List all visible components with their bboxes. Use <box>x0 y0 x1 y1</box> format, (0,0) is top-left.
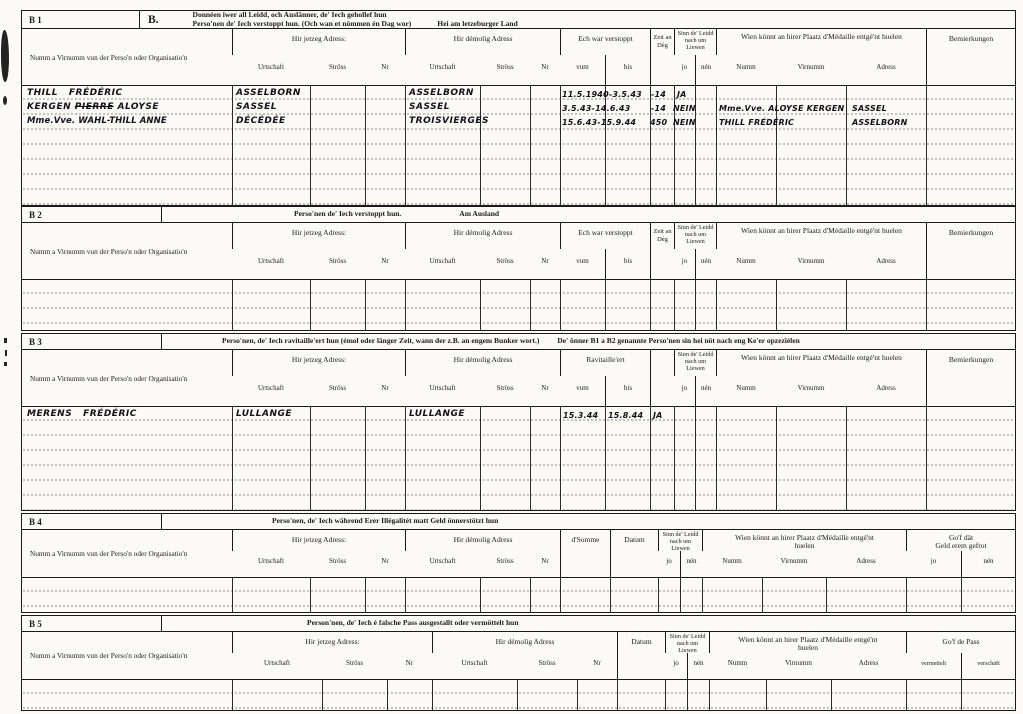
body-cell <box>709 680 766 710</box>
col-header-former-address: Hir démolig Adress <box>405 530 560 551</box>
col-header-date: Datum <box>610 530 658 577</box>
subheader-urtschaft: Urtschaft <box>429 384 456 392</box>
section-title-line2: Am Ausland <box>459 209 500 219</box>
entry-days: -14 <box>651 90 667 99</box>
subheader-stross: Ströss <box>328 63 347 71</box>
col-header-former-address: Hir démolig Adress <box>405 29 560 55</box>
col-header-alive: Sinn de' Leidd nach um Liewen <box>658 530 702 551</box>
section-b1-titlebar <box>22 11 1015 29</box>
body-cell <box>906 680 961 710</box>
col-header-hidden-period: Ech war verstoppt <box>560 29 650 55</box>
subheader-urtschaft: Urtschaft <box>263 659 291 667</box>
subheader-nr: Nr <box>541 63 549 71</box>
body-cell <box>480 280 530 330</box>
scan-artifact <box>3 96 7 105</box>
body-cell <box>22 680 232 710</box>
body-cell <box>665 680 687 710</box>
body-cell <box>577 680 617 710</box>
section-b1 <box>21 10 1016 206</box>
subheader-nr: Nr <box>541 384 549 392</box>
handwritten-entries <box>22 407 1015 510</box>
section-b2-body <box>22 280 1015 330</box>
entry-alive: JA <box>653 411 663 420</box>
body-cell <box>695 280 716 330</box>
entry-current-address: SASSEL <box>236 102 277 112</box>
col-header-money-returned <box>906 530 1015 551</box>
money-returned-line1: Go'f dät <box>948 533 974 542</box>
section-id: B 3 <box>22 334 162 349</box>
col-header-name: Numm a Virnumm vun der Perso'n oder Organisatio'n <box>30 651 188 660</box>
subheader-stross: Ströss <box>496 384 514 392</box>
subheader-virnumm: Virnumm <box>780 557 808 565</box>
body-cell <box>365 280 405 330</box>
subheader-jo: jo <box>930 557 937 565</box>
section-b3-body <box>22 407 1015 510</box>
subheader-adress: Adress <box>876 257 896 265</box>
entry-name-part: ALOYSE <box>117 102 160 112</box>
col-header-former-address: Hir démolig Adress <box>432 632 617 653</box>
section-b1-body <box>22 86 1015 205</box>
entry-current-address: LULLANGE <box>236 409 293 419</box>
subheader-nr: Nr <box>593 659 601 667</box>
col-header-medal-recipient: Wien könnt an hirer Plaatz d'Médaille entgé'nt huelen <box>709 632 906 653</box>
section-b2-titlebar <box>22 207 1015 223</box>
subheader-stross: Ströss <box>538 659 556 667</box>
col-header-remarks: Bemierkungen <box>926 350 1015 406</box>
subheader-urtschaft: Urtschaft <box>429 557 456 565</box>
entry-alive: NEIN <box>673 118 696 127</box>
subheader-urtschaft: Urtschaft <box>257 257 285 265</box>
scan-artifact <box>5 350 7 356</box>
body-cell <box>617 680 665 710</box>
body-cell <box>610 578 658 612</box>
col-header-current-address: Hir jetzeg Adress: <box>232 350 405 376</box>
scan-artifact <box>1 30 9 82</box>
section-b1-header <box>22 29 1015 86</box>
subheader-stross: Ströss <box>328 384 347 392</box>
subheader-urtschaft: Urtschaft <box>257 557 285 565</box>
entry-current-address: ASSELBORN <box>236 88 301 98</box>
subheader-jo: jo <box>681 257 688 265</box>
body-cell <box>716 280 776 330</box>
body-cell <box>687 680 709 710</box>
entry-days: -14 <box>651 104 667 113</box>
body-cell <box>22 578 232 612</box>
body-grid <box>22 578 1015 612</box>
money-returned-line2: Geld erem gefrot <box>935 541 987 550</box>
entry-days: 450 <box>650 118 668 127</box>
body-cell <box>517 680 577 710</box>
subheader-vum: vum <box>576 257 589 265</box>
col-header-days: Zeit an Dég <box>650 223 674 279</box>
entry-supplied-from: 15.3.44 <box>563 411 599 420</box>
section-b2 <box>21 206 1016 331</box>
body-cell <box>762 578 826 612</box>
col-header-current-address: Hir jetzeg Adress: <box>232 530 405 551</box>
subheader-nen: nén <box>695 55 716 85</box>
entry-former-address: TROISVIERGES <box>409 116 489 126</box>
body-cell <box>702 578 762 612</box>
subheader-nr: Nr <box>381 557 389 565</box>
section-id: B 1 <box>22 11 140 28</box>
body-cell <box>232 578 310 612</box>
entry-name: MERENS FRÉDÉRIC <box>27 409 137 419</box>
entry-name-struck: PIERRE <box>74 102 114 112</box>
col-header-former-address: Hir démolig Adress <box>405 223 560 249</box>
col-header-remarks: Bemierkungen <box>926 29 1015 85</box>
subheader-nr: Nr <box>381 63 389 71</box>
subheader-virnumm: Virnumm <box>797 63 825 71</box>
section-b2-header <box>22 223 1015 280</box>
body-cell <box>961 680 1015 710</box>
body-cell <box>432 680 517 710</box>
subheader-nen: nén <box>687 653 709 679</box>
section-b5-titlebar <box>22 616 1015 632</box>
subheader-nen: nén <box>680 551 702 577</box>
body-cell <box>365 578 405 612</box>
subheader-virnumm: Virnumm <box>785 659 812 667</box>
entry-name-part: KERGEN <box>27 102 72 112</box>
section-b3 <box>21 333 1016 511</box>
subheader-virnumm: Virnumm <box>797 384 825 392</box>
col-header-pass-how: Go'f de Pass <box>906 632 1015 653</box>
entry-alive: NEIN <box>673 104 696 113</box>
body-cell <box>650 280 674 330</box>
body-cell <box>530 280 560 330</box>
title3-text: Hei am letzeburger Land <box>437 18 518 28</box>
subheader-vum: vum <box>576 384 589 392</box>
col-header-medal-recipient: Wien könnt an hirer Plaatz d'Médaille entgé'nt huelen <box>702 530 906 551</box>
subheader-vermettelt: vermettelt <box>920 660 947 667</box>
section-title-line1: Perso'nen, de' Iech während Erer Illégalitét matt Geld önnerstötzt hun <box>272 516 499 526</box>
subheader-jo: jo <box>681 63 688 71</box>
subheader-bis: bis <box>605 376 650 406</box>
entry-alive: JA <box>677 90 687 99</box>
body-cell <box>232 680 322 710</box>
handwritten-entries <box>22 86 1015 205</box>
body-cell <box>906 578 961 612</box>
body-cell <box>961 578 1015 612</box>
entry-name: Mme.Vve. WAHL-THILL ANNE <box>27 116 167 126</box>
entry-hidden-dates: 11.5.1940-3.5.43 <box>562 90 642 99</box>
entry-medal-address: SASSEL <box>852 104 887 113</box>
entry-hidden-dates: 3.5.43-14.6.43 <box>562 104 631 113</box>
section-b5-header <box>22 632 1015 680</box>
entry-current-address: DÉCÉDÉE <box>236 116 286 126</box>
subheader-urtschaft: Urtschaft <box>429 257 456 265</box>
entry-former-address: SASSEL <box>409 102 450 112</box>
col-header-date: Datum <box>617 632 665 679</box>
subheader-stross: Ströss <box>496 557 514 565</box>
body-cell <box>322 680 387 710</box>
body-cell <box>831 680 906 710</box>
col-header-medal-recipient: Wien könnt an hirer Plaatz d'Médaille entgé'nt huelen <box>716 29 926 55</box>
col-header-alive: Sinn de' Leidd nach um Liewen <box>674 350 716 376</box>
subheader-verschaft: verschäft <box>961 653 1015 679</box>
subheader-nr: Nr <box>541 257 549 265</box>
body-cell <box>776 280 846 330</box>
subheader-numm: Numm <box>736 257 756 265</box>
scan-artifact <box>4 338 7 343</box>
subheader-urtschaft: Urtschaft <box>257 384 285 392</box>
body-cell <box>405 578 480 612</box>
subheader-nr: Nr <box>381 257 389 265</box>
section-title-line2 <box>193 20 518 29</box>
subheader-nr: Nr <box>541 557 549 565</box>
col-header-amount: d'Somme <box>560 530 610 577</box>
entry-former-address: LULLANGE <box>409 409 466 419</box>
entry-name <box>27 102 159 113</box>
col-header-name: Numm a Virnumm vun der Perso'n oder Organisatio'n <box>30 246 188 256</box>
section-b4-titlebar <box>22 514 1015 530</box>
entry-former-address: ASSELBORN <box>409 88 474 98</box>
subheader-stross: Ströss <box>496 63 514 71</box>
entry-medal-address: ASSELBORN <box>852 118 908 127</box>
section-title-line1: Perso'nen de' Iech verstoppt hun. <box>294 209 402 219</box>
subheader-bis: bis <box>605 55 650 85</box>
subheader-stross: Ströss <box>328 557 347 565</box>
body-cell <box>387 680 432 710</box>
section-title-line1: Donnéen iwer all Leidd, och Auslänner, de' Iech gehollef hun <box>192 10 387 19</box>
body-cell <box>605 280 650 330</box>
section-b5-body <box>22 680 1015 710</box>
body-cell <box>480 578 530 612</box>
body-cell <box>846 280 926 330</box>
subheader-nr: Nr <box>381 384 389 392</box>
body-cell <box>680 578 702 612</box>
col-header-alive: Sinn de' Leidd nach um Liewen <box>674 223 716 249</box>
section-title-line1: Person'nen, de' Iech é falsche Pass ausgestallt oder vermöttelt hun <box>307 618 519 628</box>
subheader-jo: jo <box>666 557 672 565</box>
title2-text: Perso'nen de' Iech verstoppt hun. (Och wan et nömmen én Dag wor) <box>192 18 412 28</box>
subheader-nen: nén <box>961 551 1015 577</box>
subheader-stross: Ströss <box>496 257 514 265</box>
section-b4 <box>21 513 1016 613</box>
col-header-medal-recipient: Wien könnt an hirer Plaatz d'Médaille entgé'nt huelen <box>716 223 926 249</box>
body-cell <box>232 280 310 330</box>
subheader-numm: Numm <box>727 659 748 667</box>
subheader-numm: Numm <box>722 557 742 565</box>
col-header-hidden-period: Ech war verstoppt <box>560 223 650 249</box>
subheader-stross: Ströss <box>328 257 347 265</box>
body-cell <box>530 578 560 612</box>
col-header-blank <box>650 350 674 406</box>
body-cell <box>826 578 906 612</box>
subheader-nr: Nr <box>405 659 414 667</box>
subheader-adress: Adress <box>858 659 879 667</box>
col-header-name: Numm a Virnumm vun der Perso'n oder Organisatio'n <box>30 549 188 558</box>
subheader-urtschaft: Urtschaft <box>257 63 285 71</box>
section-b3-header <box>22 350 1015 407</box>
col-header-name: Numm a Virnumm vun der Perso'n oder Organisatio'n <box>30 373 188 383</box>
section-title-line2: De' önner B1 a B2 genannte Perso'nen sin hei nöt nach eng Ke'er opzezièlen <box>557 336 800 346</box>
body-cell <box>310 280 365 330</box>
body-cell <box>766 680 831 710</box>
subheader-nen: nén <box>695 376 716 406</box>
subheader-vum: vum <box>576 63 589 71</box>
body-grid <box>22 280 1015 330</box>
subheader-urtschaft: Urtschaft <box>461 659 488 667</box>
body-cell <box>405 280 480 330</box>
col-header-former-address: Hir démolig Adress <box>405 350 560 376</box>
section-b3-titlebar <box>22 334 1015 350</box>
col-header-medal-recipient: Wien könnt an hirer Plaatz d'Médaille entgé'nt huelen <box>716 350 926 376</box>
subheader-nen: nén <box>695 249 716 279</box>
subheader-numm: Numm <box>736 384 756 392</box>
body-cell <box>22 280 232 330</box>
body-cell <box>310 578 365 612</box>
body-cell <box>658 578 680 612</box>
scan-artifact <box>4 362 7 366</box>
col-header-supplied-period: Ravitaille'ert <box>560 350 650 376</box>
subheader-urtschaft: Urtschaft <box>429 63 456 71</box>
entry-medal-name: THILL FRÉDÉRIC <box>719 118 795 127</box>
section-b4-body <box>22 578 1015 612</box>
section-letter: B. <box>148 13 159 26</box>
col-header-current-address: Hir jetzeg Adress: <box>232 223 405 249</box>
col-header-alive: Sinn de' Leidd nach um Liewen <box>674 29 716 55</box>
body-cell <box>926 280 1015 330</box>
section-id: B 4 <box>22 514 162 529</box>
col-header-name: Numm a Virnumm vun der Perso'n oder Organisatio'n <box>30 52 188 62</box>
subheader-virnumm: Virnumm <box>797 257 825 265</box>
body-grid <box>22 680 1015 710</box>
subheader-jo: jo <box>673 659 679 667</box>
entry-medal-name: Mme.Vve. ALOYSE KERGEN <box>719 104 845 113</box>
body-cell <box>560 280 605 330</box>
subheader-bis: bis <box>605 249 650 279</box>
subheader-jo: jo <box>681 384 688 392</box>
subheader-stross: Ströss <box>345 659 364 667</box>
col-header-days: Zeit an Dég <box>650 29 674 85</box>
section-title-line1: Perso'nen, de' Iech ravitaille'ert hun (émol oder länger Zeit, wann der z.B. an engem Bunker wort.) <box>222 336 540 346</box>
entry-name: THILL FRÉDÉRIC <box>27 88 123 98</box>
section-b4-header <box>22 530 1015 578</box>
body-cell <box>674 280 695 330</box>
section-b5 <box>21 615 1016 711</box>
subheader-adress: Adress <box>876 384 896 392</box>
col-header-current-address: Hir jetzeg Adress: <box>232 29 405 55</box>
col-header-current-address: Hir jetzeg Adress: <box>232 632 432 653</box>
subheader-adress: Adress <box>876 63 896 71</box>
entry-hidden-dates: 15.6.43-15.9.44 <box>562 118 637 127</box>
subheader-numm: Numm <box>736 63 756 71</box>
body-cell <box>560 578 610 612</box>
subheader-adress: Adress <box>856 557 876 565</box>
col-header-alive: Sinn de' Leidd nach um Liewen <box>665 632 709 653</box>
section-id: B 5 <box>22 616 162 631</box>
col-header-remarks: Bemierkungen <box>926 223 1015 279</box>
section-id: B 2 <box>22 207 162 222</box>
entry-supplied-to: 15.8.44 <box>608 411 644 420</box>
